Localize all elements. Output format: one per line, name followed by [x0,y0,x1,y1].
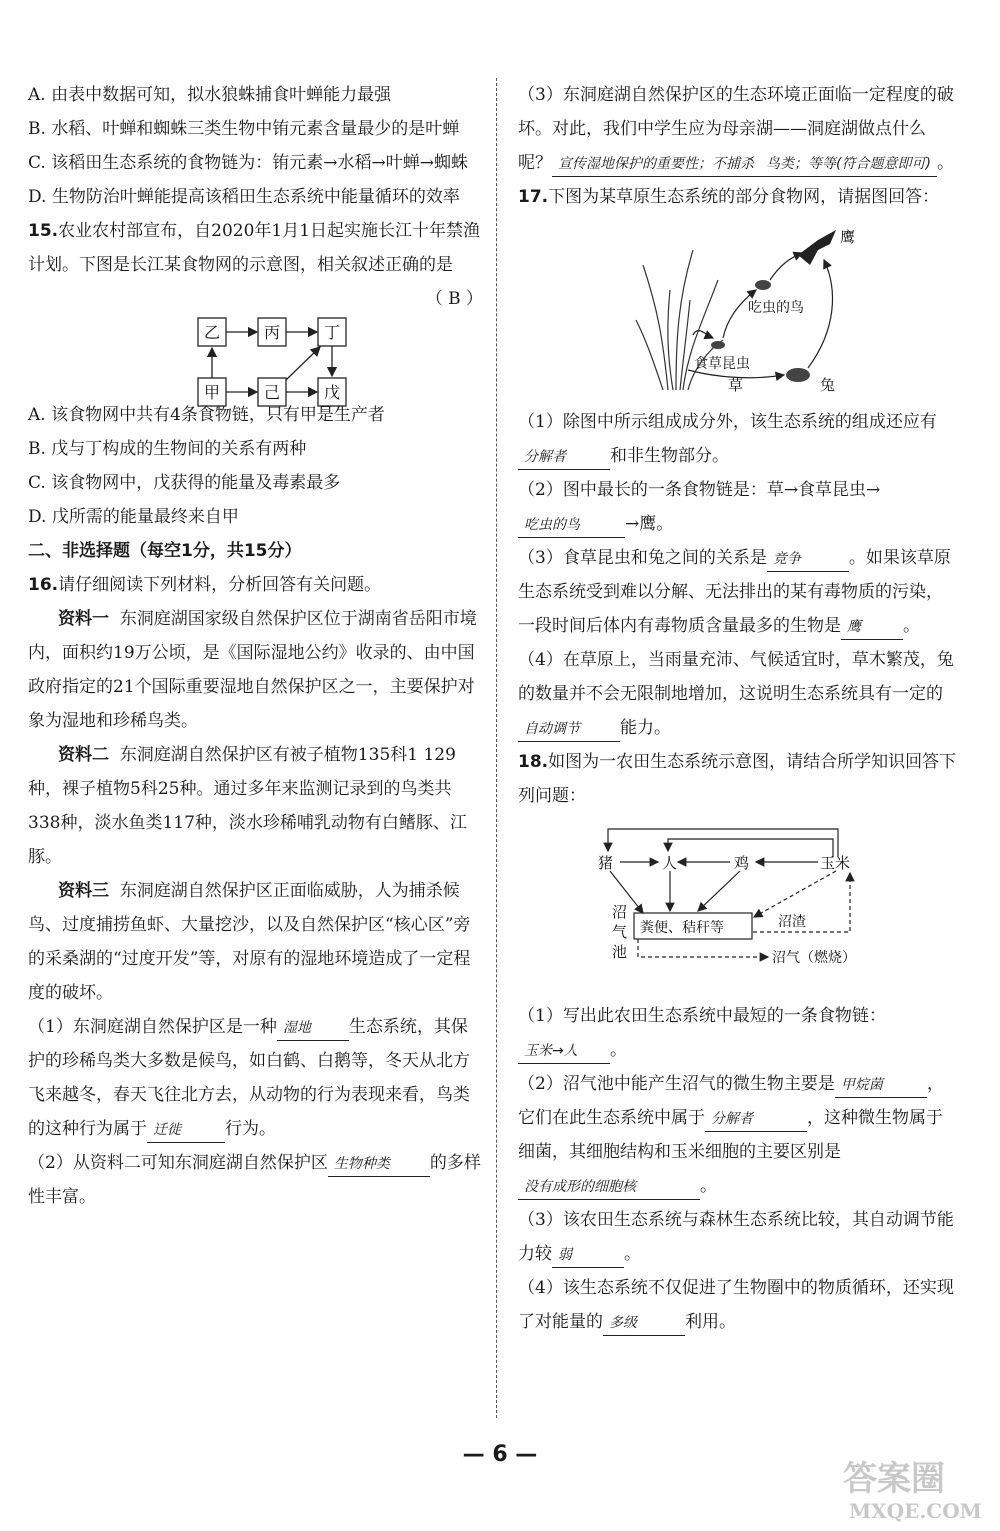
q17-s3-text-c: 。 [903,616,920,636]
q18-s1-answer: 玉米→人 [518,1039,610,1064]
q16-s1-text-c: 行为。 [225,1119,276,1139]
label-chicken: 鸡 [734,854,750,872]
section-heading: 二、非选择题（每空1分，共15分） [28,541,302,561]
q18-s1-text-a: （1）写出此农田生态系统中最短的一条食物链： [518,1006,886,1026]
q17-sub-2 [518,473,958,541]
q18-s2-text-c: ，这种微生物属于细菌，其细胞结构和玉米细胞的主要区别是 [518,1108,943,1162]
q15-option-d: D. 戊所需的能量最终来自甲 [28,507,239,527]
node-ding: 丁 [323,323,341,342]
q16-material-3 [28,874,483,1010]
arrow-chicken-box [698,871,740,911]
label-rabbit: 兔 [820,376,836,394]
q18-sub-3 [518,1203,958,1271]
q15-option-a: A. 该食物网中共有4条食物链，只有甲是生产者 [28,405,385,425]
arrow-corn-person-top [668,839,833,857]
material-2-text: 东洞庭湖自然保护区有被子植物135科1 129种，裸子植物5科25种。通过多年来监测记录到的鸟类共338种，淡水鱼类117种，淡水珍稀哺乳动物有白鳍豚、江豚。 [28,745,467,867]
material-1-text: 东洞庭湖国家级自然保护区位于湖南省岳阳市境内，面积约19万公顷，是《国际湿地公约》收录的、由中国政府指定的21个国际重要湿地自然保护区之一，主要保护对象为湿地和珍稀鸟类。 [28,609,477,731]
q18-s2-text-b: ，它们在此生态系统中属于 [518,1074,944,1128]
eagle-illustration [798,230,836,265]
q18-s3-text-b: 。 [624,1244,641,1264]
arrow-corn-box [754,871,836,917]
q18-sub-4 [518,1271,958,1339]
q15-option-c: C. 该食物网中，戊获得的能量及毒素最多 [28,473,341,493]
label-tank-1: 沼 [612,903,628,921]
label-pig: 猪 [598,854,614,872]
q17-food-web [518,220,958,395]
node-ji: 己 [263,383,281,402]
label-person: 人 [662,854,678,872]
q18-s2-answer-2: 分解者 [705,1107,807,1132]
q15-food-web [28,288,483,402]
q16-number: 16. [28,575,59,595]
q18-s3-text-a: （3）该农田生态系统与森林生态系统比较，其自动调节能力较 [518,1210,954,1264]
q18-number: 18. [518,752,549,772]
q18-sub-2 [518,1067,958,1203]
q17-stem [518,180,958,214]
q17-number: 17. [518,187,549,207]
material-3-text: 东洞庭湖自然保护区正面临威胁，人为捕杀候鸟、过度捕捞鱼虾、大量挖沙，以及自然保护区“核心区”旁的采桑湖的“过度开发”等，对原有的湿地环境造成了一定程度的破坏。 [28,881,471,1003]
q16-material-2 [28,738,483,874]
watermark-text-1: 答案圈 [843,1459,945,1499]
q17-s4-text-a: （4）在草原上，当雨量充沛、气候适宜时，草木繁茂，兔的数量并不会无限制地增加，这说明生态系统具有一定的 [518,650,954,704]
q17-s2-text-a: （2）图中最长的一条食物链是：草→食草昆虫→ [518,480,881,500]
q17-sub-4 [518,643,958,745]
q15-stem-text: 农业农村部宣布，自2020年1月1日起实施长江十年禁渔计划。下图是长江某食物网的示意图，相关叙述正确的是 [28,221,481,275]
q14-option-c: C. 该稻田生态系统的食物链为：铕元素→水稻→叶蝉→蜘蛛 [28,153,468,173]
q18-s1-text-b: 。 [610,1040,627,1060]
q18-s3-answer: 弱 [552,1243,624,1268]
q16-s1-text-a: （1）东洞庭湖自然保护区是一种 [28,1017,277,1037]
q18-s4-answer: 多级 [603,1311,685,1336]
q17-s1-text-a: （1）除图中所示组成成分外，该生态系统的组成还应有 [518,412,937,432]
q17-s3-answer-1: 竞争 [767,547,849,572]
q16-s1-text-b: 生态系统，其保护的珍稀鸟类大多数是候鸟，如白鹤、白鹅等，冬天从北方飞来越冬，春天飞往北方去，从动物的行为表现来看，鸟类的这种行为属于 [28,1017,470,1139]
q18-s4-text-b: 利用。 [685,1312,736,1332]
q15-stem [28,214,483,309]
q18-s2-answer-3: 没有成形的细胞核 [518,1175,700,1200]
label-corn: 玉米 [820,854,851,872]
material-3-label: 资料三 [58,881,109,901]
q14-option-b: B. 水稻、叶蝉和蜘蛛三类生物中铕元素含量最少的是叶蝉 [28,119,460,139]
arrow-rabbit-eagle [808,260,832,368]
label-bird: 吃虫的鸟 [748,300,804,316]
q18-s4-text-a: （4）该生态系统不仅促进了生物圈中的物质循环，还实现了对能量的 [518,1278,954,1332]
left-column [28,78,483,1214]
q18-farm-diagram-svg [518,819,958,989]
q16-s2-text-b: 的多样性丰富。 [28,1153,481,1207]
bird-illustration [755,280,771,290]
label-biogas: 沼气（燃烧） [772,950,856,966]
q17-sub-1 [518,405,958,473]
q15-option-b: B. 戊与丁构成的生物间的关系有两种 [28,439,307,459]
node-jia: 甲 [203,383,221,402]
column-divider [496,78,497,1418]
arrow-ji-ding [286,347,320,380]
label-tank-3: 池 [612,943,628,961]
label-residue: 沼渣 [778,914,806,930]
q17-stem-text: 下图为某草原生态系统的部分食物网，请据图回答： [548,187,940,207]
q16-sub-1 [28,1010,483,1146]
node-bing: 丙 [263,323,281,342]
q18-s2-answer-1: 甲烷菌 [835,1073,927,1098]
q17-s2-answer: 吃虫的鸟 [518,513,625,538]
q14-option-a: A. 由表中数据可知，拟水狼蛛捕食叶蝉能力最强 [28,85,392,105]
q16-material-1 [28,602,483,738]
right-column [518,78,958,1339]
q17-s2-text-b: →鹰。 [625,514,674,534]
q16-s2-answer: 生物种类 [328,1152,430,1177]
q18-farm-diagram [518,819,958,989]
q18-stem [518,745,958,813]
label-tank-2: 气 [612,923,628,941]
node-yi: 乙 [203,323,221,342]
q17-s3-text-b: 。如果该草原生态系统受到难以分解、无法排出的某有毒物质的污染，一段时间后体内有毒物质含量最多的生物是 [518,548,951,636]
watermark-text-2: MXQE.COM [849,1499,982,1523]
q17-s3-text-a: （3）食草昆虫和兔之间的关系是 [518,548,767,568]
q17-s1-text-b: 和非生物部分。 [610,446,729,466]
q16-stem-text: 请仔细阅读下列材料，分析回答有关问题。 [58,575,382,595]
arrow-corn-pig [608,829,838,857]
q16-sub-3 [518,78,958,180]
q16-s2-text-a: （2）从资料二可知东洞庭湖自然保护区 [28,1153,328,1173]
material-1-label: 资料一 [58,609,109,629]
arrow-biogas [638,939,768,957]
material-2-label: 资料二 [58,745,109,765]
q15-answer: （ B ） [425,289,483,309]
q17-s3-answer-2: 鹰 [841,615,903,640]
node-wu: 戊 [323,383,341,402]
page-number: — 6 — [462,1442,538,1467]
q17-s1-answer: 分解者 [518,445,610,470]
rabbit-illustration [786,368,810,382]
q17-s4-text-b: 能力。 [620,718,671,738]
q16-s3-answer-1: 宣传湿地保护的重要性；不捕杀 [552,152,760,177]
q14-option-d: D. 生物防治叶蝉能提高该稻田生态系统中能量循环的效率 [28,187,460,207]
q16-s1-answer-1: 湿地 [277,1016,349,1041]
q18-sub-1 [518,999,958,1067]
q18-s2-text-a: （2）沼气池中能产生沼气的微生物主要是 [518,1074,835,1094]
label-eagle: 鹰 [840,228,856,246]
q16-s3-answer-2: 鸟类；等等(符合题意即可) [760,152,937,177]
watermark-logo [835,1450,985,1525]
q18-stem-text: 如图为一农田生态系统示意图，请结合所学知识回答下列问题： [518,752,957,806]
q16-s1-answer-2: 迁徙 [147,1118,225,1143]
q17-sub-3 [518,541,958,643]
q15-food-web-svg [28,316,483,416]
insect-illustration [711,341,725,349]
label-grass: 草 [728,376,744,394]
q16-s3-text-b: 。 [936,153,954,173]
label-waste: 粪便、秸秆等 [640,920,724,936]
q17-food-web-svg [518,220,958,395]
label-insect: 食草昆虫 [694,356,750,372]
q16-s3-text-a: （3）东洞庭湖自然保护区的生态环境正面临一定程度的破坏。对此，我们中学生应为母亲湖——洞庭湖做点什么呢？ [518,85,954,173]
q18-s2-text-d: 。 [700,1176,717,1196]
q16-sub-2 [28,1146,483,1214]
arrow-bird-eagle [770,253,802,280]
q16-stem [28,568,483,602]
q17-s4-answer: 自动调节 [518,717,620,742]
q15-number: 15. [28,221,59,241]
